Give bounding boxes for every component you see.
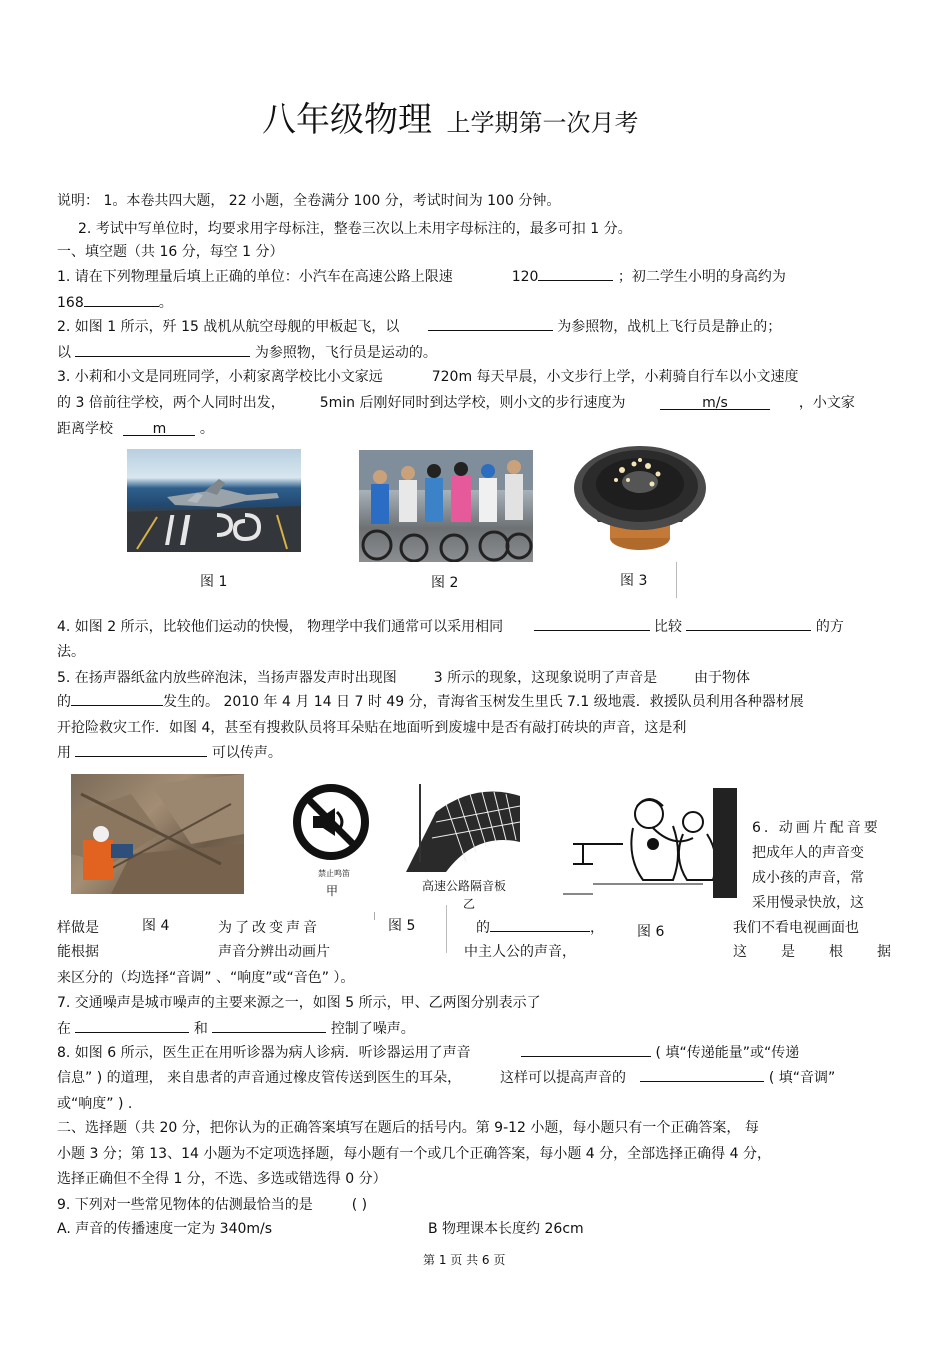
- q6-row2-d-3: 根: [829, 944, 843, 960]
- divider: [446, 905, 447, 953]
- q1-blank-1[interactable]: [538, 266, 613, 281]
- q8-text-a: 8. 如图 6 所示，医生正在用听诊器为病人诊病．听诊器运用了声音: [57, 1045, 471, 1061]
- q8-text-d: 这样可以提高声音的: [499, 1070, 626, 1086]
- figure-1-caption: 图 1: [200, 574, 228, 590]
- section1-heading: 一、填空题（共 16 分，每空 1 分）: [57, 244, 284, 260]
- q3-line-1: [57, 366, 799, 386]
- q6-row1-a: 样做是: [57, 920, 99, 936]
- q7-blank-1[interactable]: [75, 1018, 189, 1033]
- q8-blank-1[interactable]: [521, 1042, 651, 1057]
- q2-line-1: [57, 316, 781, 336]
- q6-row2-c: 中主人公的声音，: [464, 944, 576, 960]
- q2-text-a: 2. 如图 1 所示，歼 15 战机从航空母舰的甲板起飞，以: [57, 319, 400, 335]
- q2-text-b: 为参照物，战机上飞行员是静止的；: [557, 319, 782, 335]
- q3-text-c: 的 3 倍前往学校，两个人同时出发，: [57, 395, 285, 411]
- figure-3-caption: 图 3: [620, 573, 648, 589]
- q4-blank-1[interactable]: [534, 616, 650, 631]
- figure-2-cyclists-image: [359, 450, 533, 562]
- q9-answer-paren[interactable]: ( ): [351, 1197, 368, 1213]
- title-main: 八年级物理: [262, 100, 432, 140]
- q6-row1-e: 我们不看电视画面也: [733, 920, 859, 936]
- figure-5-caption: 图 5: [388, 918, 416, 934]
- figure-4-caption: 图 4: [142, 918, 170, 934]
- title-sub: 上学期第一次月考: [446, 109, 639, 137]
- q4-text-a: 4. 如图 2 所示，比较他们运动的快慢， 物理学中我们通常可以采用相同: [57, 619, 504, 635]
- section2-line-2: 小题 3 分；第 13、14 小题为不定项选择题，每小题有一个或几个正确答案，每小题 4 分，全部选择正确得 4 分，: [57, 1146, 771, 1162]
- q3-text-b: 每天早晨，小文步行上学，小莉骑自行车以小文速度: [476, 369, 799, 385]
- q6-row1-c-line: [476, 917, 604, 937]
- q2-text-c: 以: [57, 345, 71, 361]
- q7-text-c: 和: [193, 1021, 208, 1037]
- q8-line-3: 或“响度” ) .: [57, 1096, 133, 1112]
- q7-line-2: [57, 1018, 415, 1038]
- note-line-1: 说明： 1。本卷共四大题， 22 小题，全卷满分 100 分，考试时间为 100 分钟。: [57, 193, 561, 209]
- page-footer: 第 1 页 共 6 页: [423, 1253, 506, 1267]
- q1-line-1: [57, 266, 786, 286]
- q1-num1: 120: [511, 269, 539, 285]
- q8-text-c: 信息” ) 的道理， 来自患者的声音通过橡皮管传送到医生的耳朵，: [57, 1070, 462, 1086]
- q3-blank-1[interactable]: [660, 395, 770, 410]
- q3-unit2: m: [152, 421, 167, 437]
- q5-text-e: 发生的。 2010 年 4 月 14 日 7 时 49 分，青海省玉树发生里氏 7.1 级地震．救援队员利用各种器材展: [163, 694, 804, 710]
- q6-row2-a: 能根据: [57, 944, 99, 960]
- q5-text-h: 可以传声。: [211, 745, 282, 761]
- q1-line-2: [57, 292, 173, 312]
- q6-row2-d-4: 据: [877, 944, 891, 960]
- q2-blank-2[interactable]: [75, 342, 250, 357]
- q5-line-4: [57, 742, 282, 762]
- q6-row2-b: 声音分辨出动画片: [218, 944, 330, 960]
- q9-stem: 9. 下列对一些常见物体的估测最恰当的是: [57, 1197, 313, 1213]
- q6-line-4: 采用慢录快放，这: [752, 895, 864, 911]
- q5-text-b: 3 所示的现象，这现象说明了声音是: [433, 670, 658, 686]
- q3-text-e: ，小文家: [798, 395, 855, 411]
- q1-blank-2[interactable]: [84, 292, 159, 307]
- q9-stem-line: [57, 1194, 367, 1214]
- section2-line-3: 选择正确但不全得 1 分，不选、多选或错选得 0 分）: [57, 1171, 387, 1187]
- figure-1-jet-image: [127, 449, 301, 552]
- q6-row1-c: 的: [476, 920, 490, 936]
- q6-row1-b: 为了改变声音: [218, 920, 320, 936]
- q5-line-2: [57, 691, 804, 711]
- q6-row2-d-2: 是: [781, 944, 795, 960]
- q7-blank-2[interactable]: [212, 1018, 326, 1033]
- q1-text-b: ；初二学生小明的身高约为: [617, 269, 786, 285]
- q8-blank-2[interactable]: [640, 1067, 764, 1082]
- q6-blank-1[interactable]: [490, 917, 590, 932]
- q1-text-a: 1. 请在下列物理量后填上正确的单位：小汽车在高速公路上限速: [57, 269, 453, 285]
- q2-blank-1[interactable]: [428, 316, 553, 331]
- note-line-2: 2. 考试中写单位时，均要求用字母标注，整卷三次以上未用字母标注的，最多可扣 1 分。: [78, 221, 632, 237]
- figure-5-yi-label: 乙: [463, 897, 476, 911]
- q8-line-2: [57, 1067, 835, 1087]
- q5-text-g: 用: [57, 745, 71, 761]
- q1-end: 。: [158, 295, 173, 311]
- q5-line-3: 开抢险救灾工作．如图 4，甚至有搜救队员将耳朵贴在地面听到废墟中是否有敲打砖块的声音，这是利: [57, 720, 687, 736]
- q6-row3: 来区分的（均选择“音调” 、“响度”或“音色” ）。: [57, 970, 355, 986]
- q6-line-3: 成小孩的声音，常: [752, 870, 864, 886]
- no-horn-sign-text: 禁止鸣笛: [318, 869, 350, 878]
- q7-text-b: 在: [57, 1021, 71, 1037]
- q9-option-a[interactable]: A. 声音的传播速度一定为 340m/s: [57, 1221, 273, 1237]
- q5-blank-1[interactable]: [71, 691, 163, 706]
- q8-text-e: ( 填“音调”: [768, 1070, 836, 1086]
- q5-text-d: 的: [57, 694, 71, 710]
- q7-line-1: 7. 交通噪声是城市噪声的主要来源之一，如图 5 所示，甲、乙两图分别表示了: [57, 995, 541, 1011]
- figure-5-sound-barrier-image: [406, 782, 522, 874]
- q6-row2-d-1: 这: [733, 944, 747, 960]
- q3-blank-2[interactable]: [123, 421, 195, 436]
- figure-4-rescue-image: [71, 774, 244, 894]
- q3-text-d: 5min 后刚好同时到达学校，则小文的步行速度为: [319, 395, 626, 411]
- q4-blank-2[interactable]: [686, 616, 811, 631]
- q3-unit1: m/s: [702, 395, 728, 411]
- figure-6-doctor-image: [553, 784, 743, 908]
- divider: [374, 912, 375, 920]
- q6-row2-d: [733, 941, 891, 961]
- q6-row1-d: ，: [590, 920, 604, 936]
- q3-line-2: [57, 392, 855, 412]
- q9-option-b[interactable]: B 物理课本长度约 26cm: [428, 1221, 584, 1237]
- q1-num2: 168: [57, 295, 84, 311]
- divider: [676, 562, 677, 598]
- section2-line-1: 二、选择题（共 20 分，把你认为的正确答案填写在题后的括号内。第 9-12 小题，每小题只有一个正确答案， 每: [57, 1120, 759, 1136]
- sound-barrier-text: 高速公路隔音板: [422, 879, 507, 893]
- q3-text-a: 3. 小莉和小文是同班同学，小莉家离学校比小文家远: [57, 369, 383, 385]
- q2-text-d: 为参照物，飞行员是运动的。: [254, 345, 437, 361]
- q8-line-1: [57, 1042, 799, 1062]
- q5-line-1: [57, 667, 750, 687]
- q7-text-d: 控制了噪声。: [330, 1021, 415, 1037]
- q5-text-a: 5. 在扬声器纸盆内放些碎泡沫，当扬声器发声时出现图: [57, 670, 397, 686]
- q5-text-c: 由于物体: [693, 670, 750, 686]
- figure-5-jia-label: 甲: [326, 884, 339, 898]
- figure-6-caption: 图 6: [637, 924, 665, 940]
- q4-text-d: 法。: [57, 644, 85, 660]
- q4-line-1: [57, 616, 844, 636]
- q5-blank-2[interactable]: [75, 742, 207, 757]
- q4-text-b: 比较: [653, 619, 682, 635]
- q3-line-3: [57, 418, 214, 438]
- page-title: [262, 92, 638, 141]
- figure-2-caption: 图 2: [431, 575, 459, 591]
- q3-text-f: 距离学校: [57, 421, 113, 437]
- q2-line-2: [57, 342, 437, 362]
- q6-line-2: 把成年人的声音变: [752, 845, 864, 861]
- figure-3-speaker-image: [570, 440, 710, 558]
- q8-text-b: ( 填“传递能量”或“传递: [655, 1045, 800, 1061]
- q4-text-c: 的方: [815, 619, 844, 635]
- q3-dist: 720m: [431, 369, 473, 385]
- q6-line-1: 6. 动画片配音要: [752, 820, 881, 836]
- q3-text-g: 。: [199, 421, 214, 437]
